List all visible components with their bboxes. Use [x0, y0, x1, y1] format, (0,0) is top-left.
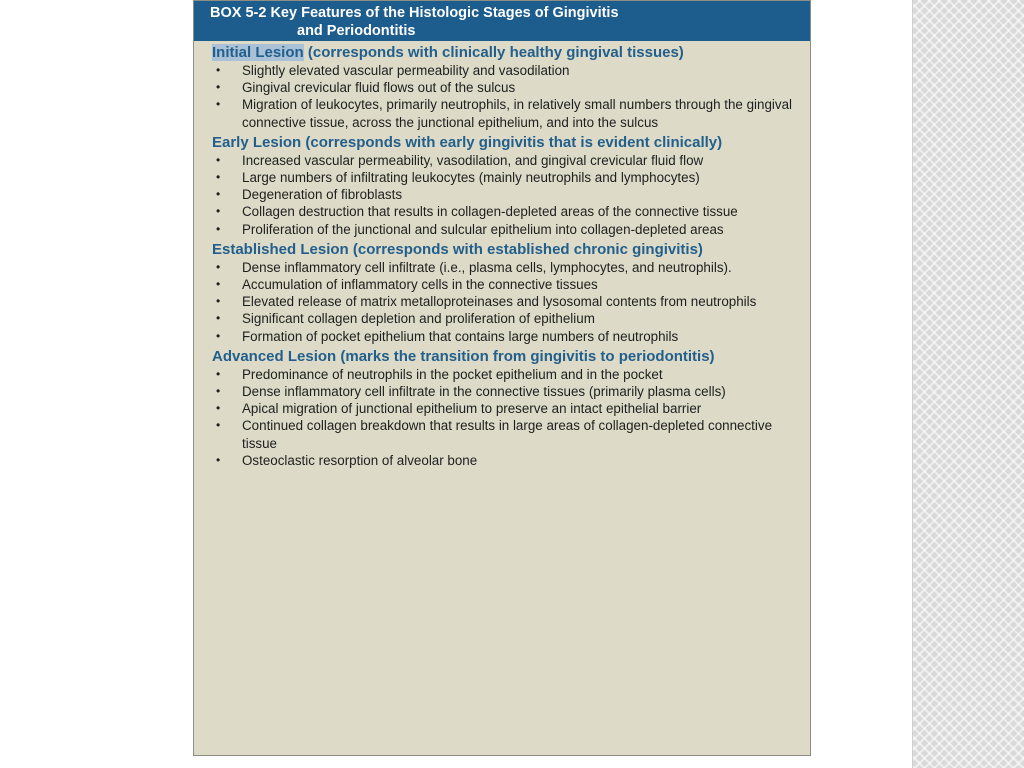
- list-item: [212, 366, 794, 383]
- list-item: [212, 96, 794, 130]
- list-item-text: Large numbers of infiltrating leukocytes (mainly neutrophils and lymphocytes): [242, 170, 700, 186]
- list-item-text: Dense inflammatory cell infiltrate (i.e., plasma cells, lymphocytes, and neutrophils).: [242, 259, 732, 275]
- list-item-text: Continued collagen breakdown that results in large areas of collagen-depleted connective tissue: [242, 418, 773, 451]
- bullet-icon: •: [216, 294, 221, 309]
- list-item-text: Osteoclastic resorption of alveolar bone: [242, 452, 478, 468]
- list-item: [212, 221, 794, 238]
- bullet-icon: •: [216, 277, 221, 292]
- section-heading: [212, 348, 794, 365]
- box-content: [194, 41, 810, 469]
- section-3: [212, 241, 794, 345]
- bullet-icon: •: [216, 311, 221, 326]
- list-item-text: Degeneration of fibroblasts: [242, 187, 403, 203]
- box-title-line2: and Periodontitis: [297, 23, 416, 39]
- bullet-icon: •: [216, 152, 221, 167]
- bullet-icon: •: [216, 418, 221, 433]
- section-heading: [212, 44, 794, 61]
- section-heading: [212, 241, 794, 258]
- list-item-text: Accumulation of inflammatory cells in the connective tissues: [242, 277, 598, 293]
- bullet-icon: •: [216, 97, 221, 112]
- list-item: [212, 203, 794, 220]
- list-item-text: Increased vascular permeability, vasodilation, and gingival crevicular fluid flow: [242, 152, 704, 168]
- list-item: [212, 259, 794, 276]
- list-item-text: Predominance of neutrophils in the pocket epithelium and in the pocket: [242, 366, 663, 382]
- bullet-icon: •: [216, 401, 221, 416]
- bullet-list: [212, 62, 794, 131]
- bullet-list: [212, 366, 794, 469]
- bullet-icon: •: [216, 187, 221, 202]
- bullet-icon: •: [216, 221, 221, 236]
- list-item-text: Apical migration of junctional epithelium to preserve an intact epithelial barrier: [242, 401, 702, 417]
- section-2: [212, 134, 794, 238]
- bullet-icon: •: [216, 80, 221, 95]
- list-item: [212, 452, 794, 469]
- list-item-text: Collagen destruction that results in collagen-depleted areas of the connective tissue: [242, 204, 738, 220]
- bullet-icon: •: [216, 204, 221, 219]
- list-item-text: Slightly elevated vascular permeability and vasodilation: [242, 63, 570, 78]
- list-item: [212, 276, 794, 293]
- list-item: [212, 417, 794, 451]
- box-title: Key Features of the Histologic Stages of Gingivitis: [270, 5, 619, 21]
- list-item-text: Formation of pocket epithelium that contains large numbers of neutrophils: [242, 328, 679, 344]
- list-item: [212, 169, 794, 186]
- box-label: BOX 5-2: [210, 5, 267, 21]
- list-item-text: Dense inflammatory cell infiltrate in the connective tissues (primarily plasma cells): [242, 384, 726, 400]
- section-heading: [212, 134, 794, 151]
- section-heading-text: Advanced Lesion (marks the transition from gingivitis to periodontitis): [212, 347, 715, 365]
- list-item: [212, 400, 794, 417]
- list-item: [212, 152, 794, 169]
- bullet-icon: •: [216, 384, 221, 399]
- list-item: [212, 79, 794, 96]
- list-item-text: Migration of leukocytes, primarily neutrophils, in relatively small numbers through the gingival connective tissue, across the junctional epithelium, and into the sulcus: [242, 97, 793, 130]
- list-item-text: Significant collagen depletion and proliferation of epithelium: [242, 311, 595, 327]
- section-heading-text: Early Lesion (corresponds with early gingivitis that is evident clinically): [212, 133, 723, 151]
- box-header: [194, 1, 810, 41]
- list-item: [212, 186, 794, 203]
- list-item: [212, 383, 794, 400]
- section-4: [212, 348, 794, 469]
- section-heading-text: (corresponds with clinically healthy gingival tissues): [303, 44, 684, 61]
- bullet-list: [212, 152, 794, 238]
- bullet-icon: •: [216, 452, 221, 467]
- list-item-text: Gingival crevicular fluid flows out of the sulcus: [242, 80, 516, 96]
- bullet-icon: •: [216, 259, 221, 274]
- bullet-icon: •: [216, 63, 221, 77]
- bullet-icon: •: [216, 170, 221, 185]
- bullet-icon: •: [216, 328, 221, 343]
- list-item: [212, 328, 794, 345]
- highlighted-heading-text: Initial Lesion: [212, 44, 304, 61]
- bullet-icon: •: [216, 366, 221, 381]
- decorative-pattern-strip: [912, 0, 1024, 768]
- list-item-text: Proliferation of the junctional and sulcular epithelium into collagen-depleted areas: [242, 221, 724, 237]
- section-heading-text: Established Lesion (corresponds with established chronic gingivitis): [212, 240, 703, 258]
- bullet-list: [212, 259, 794, 345]
- list-item: [212, 62, 794, 79]
- list-item: [212, 310, 794, 327]
- list-item-text: Elevated release of matrix metalloproteinases and lysosomal contents from neutrophils: [242, 294, 757, 310]
- textbook-box: [193, 0, 811, 756]
- list-item: [212, 293, 794, 310]
- section-1: [212, 44, 794, 131]
